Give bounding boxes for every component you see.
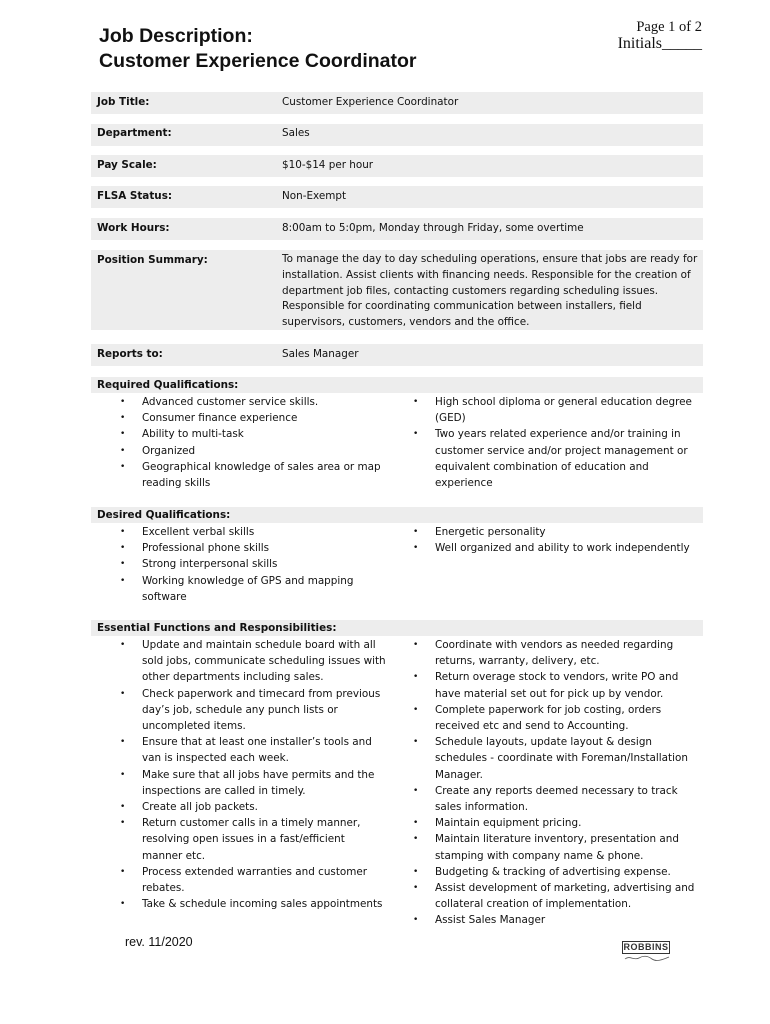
bullet-icon: •: [413, 866, 419, 877]
list-item: [116, 426, 386, 442]
essential-functions-heading: Essential Functions and Responsibilities:: [97, 622, 337, 634]
list-item-text: Advanced customer service skills.: [142, 396, 319, 408]
bullet-icon: •: [413, 543, 419, 554]
bullet-icon: •: [120, 640, 126, 650]
list-item-text: Geographical knowledge of sales area or map reading skills: [142, 460, 381, 490]
list-item-text: Assist Sales Manager: [435, 914, 546, 927]
bullet-icon: •: [120, 397, 126, 407]
list-item-text: Strong interpersonal skills: [142, 558, 278, 571]
desired-qualifications-heading: Desired Qualifications:: [97, 509, 231, 521]
department-label: Department:: [97, 127, 172, 139]
bullet-icon: •: [413, 883, 419, 894]
list-item: [409, 524, 699, 540]
list-item: [116, 637, 386, 686]
bullet-icon: •: [120, 527, 126, 537]
list-item-text: Excellent verbal skills: [142, 526, 255, 538]
bullet-icon: •: [120, 575, 126, 586]
list-item: [116, 896, 386, 912]
flsa-status-label: FLSA Status:: [97, 190, 173, 202]
company-logo: [622, 941, 670, 963]
list-item-text: Working knowledge of GPS and mapping software: [142, 574, 354, 603]
list-item-text: Assist development of marketing, advertising and collateral creation of implementation.: [435, 882, 695, 911]
list-item: [116, 799, 386, 815]
position-summary-label: Position Summary:: [97, 254, 208, 266]
bullet-icon: •: [413, 672, 419, 683]
bullet-icon: •: [120, 866, 126, 877]
list-item-text: Budgeting & tracking of advertising expense.: [435, 865, 671, 878]
list-item: [409, 864, 699, 880]
list-item-text: Take & schedule incoming sales appointments: [142, 898, 383, 911]
list-item: [409, 831, 699, 863]
bullet-icon: •: [120, 818, 126, 829]
list-item-text: High school diploma or general education degree (GED): [435, 396, 692, 425]
list-item: [409, 637, 699, 669]
list-item-text: Complete paperwork for job costing, orders received etc and send to Accounting.: [435, 703, 662, 733]
list-item-text: Energetic personality: [435, 526, 546, 538]
list-item-text: Make sure that all jobs have permits and the inspections are called in timely.: [142, 768, 375, 797]
department-value: Sales: [282, 127, 310, 139]
list-item-text: Well organized and ability to work independently: [435, 542, 690, 555]
list-item: [116, 394, 386, 410]
bullet-icon: •: [120, 543, 126, 554]
list-item-text: Check paperwork and timecard from previous day’s job, schedule any punch lists or uncompleted items.: [142, 687, 381, 733]
document-title: [99, 24, 416, 73]
list-item-text: Return overage stock to vendors, write PO and have material set out for pick up by vendor.: [435, 671, 679, 700]
logo-script-mark: [624, 954, 670, 962]
list-item-text: Update and maintain schedule board with all sold jobs, communicate scheduling issues with other departments including sales.: [142, 639, 386, 684]
page-info: [618, 19, 702, 53]
desired-right-list: [409, 524, 699, 556]
bullet-icon: •: [120, 445, 126, 456]
logo-wordmark: ROBBINS: [623, 942, 669, 952]
bullet-icon: •: [120, 429, 126, 440]
list-item: [116, 540, 386, 556]
pay-scale-value: $10-$14 per hour: [282, 159, 374, 171]
bullet-icon: •: [120, 461, 126, 472]
list-item: [116, 410, 386, 426]
list-item-text: Organized: [142, 444, 196, 457]
bullet-icon: •: [120, 899, 126, 910]
essential-right-list: [409, 637, 699, 929]
list-item-text: Two years related experience and/or training in customer service and/or project management or equivalent combination of education and experience: [435, 428, 688, 490]
bullet-icon: •: [413, 915, 419, 926]
list-item: [116, 686, 386, 735]
bullet-icon: •: [413, 818, 419, 829]
bullet-icon: •: [120, 802, 126, 813]
list-item: [116, 524, 386, 540]
bullet-icon: •: [413, 429, 419, 440]
list-item: [409, 702, 699, 734]
bullet-icon: •: [413, 704, 419, 715]
list-item-text: Professional phone skills: [142, 542, 270, 555]
reports-to-value: Sales Manager: [282, 348, 359, 360]
bullet-icon: •: [413, 834, 419, 845]
list-item: [409, 394, 699, 426]
list-item: [409, 540, 699, 556]
required-left-list: [116, 394, 386, 491]
job-title-value: Customer Experience Coordinator: [282, 96, 459, 108]
title-line-1: Job Description:: [99, 25, 253, 47]
list-item-text: Coordinate with vendors as needed regarding returns, warranty, delivery, etc.: [435, 639, 674, 668]
bullet-icon: •: [413, 397, 419, 407]
list-item: [409, 912, 699, 928]
desired-left-list: [116, 524, 386, 605]
work-hours-value: 8:00am to 5:0pm, Monday through Friday, some overtime: [282, 222, 584, 234]
bullet-icon: •: [120, 559, 126, 570]
list-item: [116, 443, 386, 459]
list-item: [116, 864, 386, 896]
bullet-icon: •: [120, 688, 126, 699]
list-item: [116, 556, 386, 572]
bullet-icon: •: [120, 413, 126, 424]
required-qualifications-heading: Required Qualifications:: [97, 379, 239, 391]
pay-scale-label: Pay Scale:: [97, 159, 157, 171]
list-item-text: Create any reports deemed necessary to track sales information.: [435, 784, 678, 814]
bullet-icon: •: [413, 785, 419, 796]
bullet-icon: •: [120, 769, 126, 780]
reports-to-label: Reports to:: [97, 348, 163, 360]
list-item-text: Ability to multi-task: [142, 428, 244, 441]
list-item: [409, 783, 699, 815]
list-item: [409, 815, 699, 831]
essential-left-list: [116, 637, 386, 912]
list-item: [116, 573, 386, 605]
bullet-icon: •: [413, 737, 419, 748]
position-summary-value: To manage the day to day scheduling operations, ensure that jobs are ready for installation. Assist clients with financing needs. Responsible for the creation of department job files, contacting customers regarding scheduling issues. Responsible for coordinating communication between installers, field supervisors, customers, vendors and the office.: [282, 253, 698, 329]
list-item: [409, 669, 699, 701]
list-item-text: Maintain equipment pricing.: [435, 817, 582, 830]
list-item: [409, 734, 699, 783]
list-item-text: Maintain literature inventory, presentation and stamping with company name & phone.: [435, 833, 679, 862]
bullet-icon: •: [120, 737, 126, 748]
list-item-text: Process extended warranties and customer rebates.: [142, 865, 368, 895]
initials-line: Initials_____: [617, 35, 702, 52]
list-item: [409, 880, 699, 912]
list-item: [116, 815, 386, 864]
job-title-label: Job Title:: [97, 96, 150, 108]
page-number: Page 1 of 2: [636, 19, 702, 35]
bullet-icon: •: [413, 527, 419, 537]
title-line-2: Customer Experience Coordinator: [99, 49, 417, 72]
bullet-icon: •: [413, 640, 419, 650]
list-item: [116, 459, 386, 491]
list-item-text: Schedule layouts, update layout & design schedules - coordinate with Foreman/Installation Manager.: [435, 736, 688, 781]
work-hours-label: Work Hours:: [97, 222, 170, 234]
list-item: [116, 767, 386, 799]
list-item-text: Return customer calls in a timely manner, resolving open issues in a fast/efficient manner etc.: [142, 817, 361, 862]
list-item-text: Consumer finance experience: [142, 412, 298, 425]
list-item-text: Ensure that at least one installer’s tools and van is inspected each week.: [142, 736, 372, 765]
department-value-shade: [273, 124, 703, 146]
list-item: [409, 426, 699, 491]
flsa-status-value: Non-Exempt: [282, 190, 347, 202]
list-item: [116, 734, 386, 766]
revision-date: rev. 11/2020: [125, 935, 193, 949]
required-right-list: [409, 394, 699, 491]
list-item-text: Create all job packets.: [142, 801, 258, 814]
